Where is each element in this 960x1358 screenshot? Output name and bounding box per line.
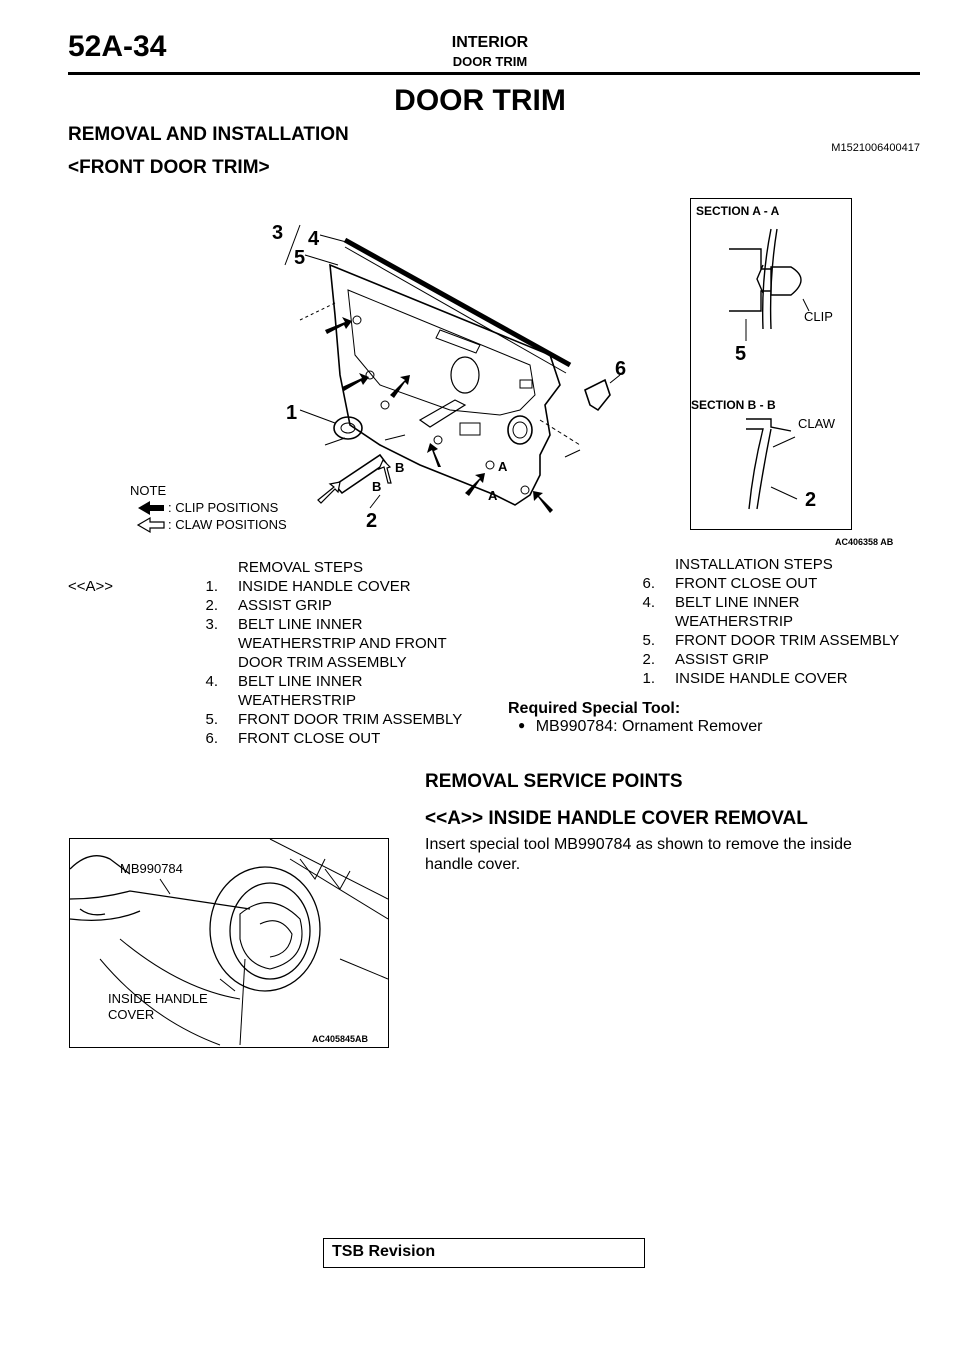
tool-title: Required Special Tool: [508,700,681,717]
callout-2: 2 [366,510,378,532]
figure2-id: AC405845AB [312,1034,369,1044]
service-text-line2: handle cover. [425,856,521,873]
service-text-line1: Insert special tool MB990784 as shown to remove the inside [425,836,852,853]
letter-a1: A [498,459,508,474]
removal-step: DOOR TRIM ASSEMBLY [238,654,407,671]
service-heading: <<A>> INSIDE HANDLE COVER REMOVAL [425,808,808,829]
installation-steps-list [635,574,935,694]
section-view-drawing [691,219,851,529]
removal-step: 5. FRONT DOOR TRIM ASSEMBLY [205,711,463,728]
note-claw: : CLAW POSITIONS [168,517,287,532]
bullet-icon: ● [518,718,526,732]
letter-a2: A [488,488,498,503]
tool-label: MB990784 [120,861,183,876]
removal-step: 3. BELT LINE INNER [205,616,363,633]
part-label-line2: COVER [108,1007,155,1022]
handle-cover-figure [69,838,389,1048]
tool-item [518,718,762,736]
removal-step: 1. INSIDE HANDLE COVER [205,578,411,595]
removal-title: REMOVAL STEPS [238,559,364,576]
note-title: NOTE [130,483,167,498]
footer-box [323,1238,645,1268]
callout-5: 5 [294,247,306,269]
installation-title: INSTALLATION STEPS [675,556,833,573]
claw-label: CLAW [798,416,836,431]
footer-text: TSB Revision [332,1243,436,1260]
section-title: INTERIOR [451,34,529,51]
sub-heading: <FRONT DOOR TRIM> [68,157,270,178]
letter-b1: B [395,460,405,475]
removal-step: WEATHERSTRIP [238,692,357,709]
section-callout-2: 2 [805,489,817,511]
callout-1: 1 [286,402,298,424]
section-heading: REMOVAL AND INSTALLATION [68,124,349,145]
clip-label: CLIP [804,309,833,324]
section-a-label: SECTION A - A [696,204,780,218]
removal-marker: <<A>> [68,578,114,595]
section-view-box [690,198,852,530]
figure1-id: AC406358 AB [835,537,894,547]
subsection-title: DOOR TRIM [452,54,528,69]
doc-code: M1521006400417 [831,142,920,154]
installation-step: 1. INSIDE HANDLE COVER [642,670,848,687]
callout-6: 6 [615,358,627,380]
removal-step: WEATHERSTRIP AND FRONT [238,635,447,652]
installation-step: 6. FRONT CLOSE OUT [642,575,818,592]
header-rule [68,72,920,75]
section-b-label: SECTION B - B [691,398,776,412]
installation-step: WEATHERSTRIP [675,613,794,630]
tool-item-text: MB990784: Ornament Remover [535,718,763,735]
section-callout-5: 5 [735,343,747,365]
note-clip: : CLIP POSITIONS [168,500,279,515]
part-label-line1: INSIDE HANDLE [108,991,208,1006]
removal-step: 6. FRONT CLOSE OUT [205,730,381,747]
removal-step: 4. BELT LINE INNER [205,673,363,690]
page-title: DOOR TRIM [394,84,566,117]
installation-step: 4. BELT LINE INNER [642,594,800,611]
door-trim-diagram [120,195,690,545]
letter-b2: B [372,479,382,494]
installation-step: 2. ASSIST GRIP [642,651,769,668]
removal-steps-list [198,577,498,752]
service-title: REMOVAL SERVICE POINTS [425,771,683,792]
page-number: 52A-34 [68,30,167,63]
removal-step: 2. ASSIST GRIP [205,597,332,614]
callout-4: 4 [308,228,320,250]
callout-3: 3 [272,222,284,244]
installation-step: 5. FRONT DOOR TRIM ASSEMBLY [642,632,900,649]
